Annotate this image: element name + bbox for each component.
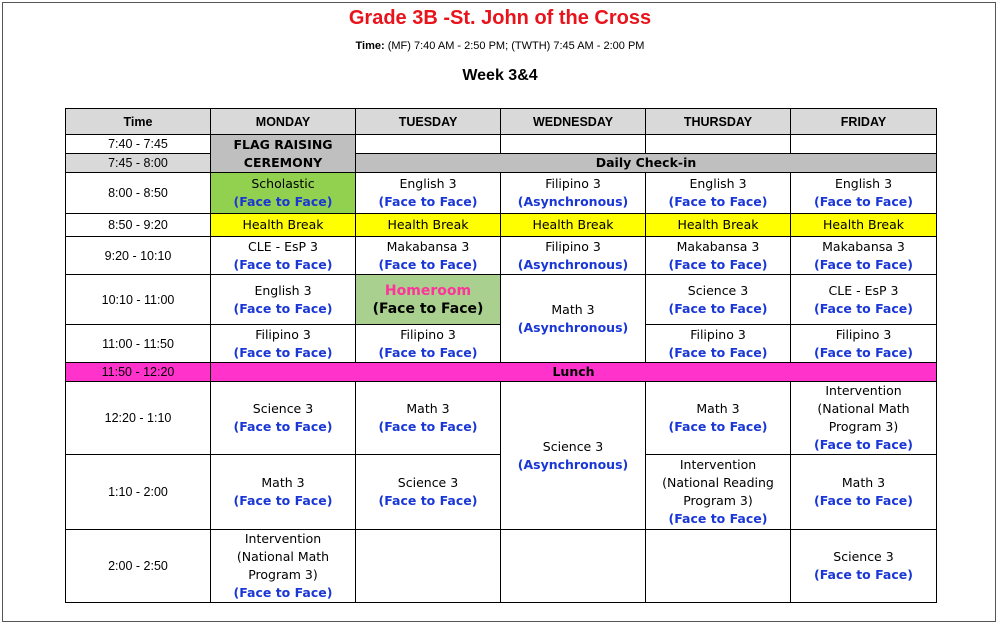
mode-label: (Face to Face) xyxy=(668,419,768,434)
mode-label: (Face to Face) xyxy=(814,437,913,452)
time-cell: 10:10 - 11:00 xyxy=(66,275,211,325)
subject-name: Filipino 3 xyxy=(400,326,456,342)
table-row xyxy=(66,382,937,455)
class-cell xyxy=(501,237,646,275)
mode-label: (Face to Face) xyxy=(668,194,768,209)
class-cell xyxy=(211,455,356,530)
mode-label: (Asynchronous) xyxy=(517,319,629,335)
subject-name: CLE - EsP 3 xyxy=(828,282,899,298)
subject-name: CLE - EsP 3 xyxy=(248,238,318,254)
col-header-thursday: THURSDAY xyxy=(646,109,791,135)
col-header-friday: FRIDAY xyxy=(791,109,937,135)
col-header-monday: MONDAY xyxy=(211,109,356,135)
subject-name: Science 3 xyxy=(397,475,459,490)
mode-label: (Face to Face) xyxy=(233,300,333,316)
table-row xyxy=(66,214,937,237)
class-cell xyxy=(791,455,937,530)
time-cell: 1:10 - 2:00 xyxy=(66,455,211,530)
subject-name: Math 3 xyxy=(406,401,450,416)
flag-raising-cell: FLAG RAISING CEREMONY xyxy=(211,135,356,173)
table-header-row xyxy=(66,109,937,135)
subject-name: Filipino 3 xyxy=(835,326,892,342)
class-cell xyxy=(646,382,791,455)
mode-label: (Face to Face) xyxy=(233,493,333,508)
subject-name: Makabansa 3 xyxy=(822,238,905,254)
time-cell: 2:00 - 2:50 xyxy=(66,530,211,603)
time-cell: 9:20 - 10:10 xyxy=(66,237,211,275)
empty-cell xyxy=(501,530,646,603)
class-cell xyxy=(646,275,791,325)
time-cell: 11:00 - 11:50 xyxy=(66,325,211,363)
subject-line: (National Reading xyxy=(662,475,774,490)
mode-label: (Face to Face) xyxy=(378,256,478,272)
health-break-cell: Health Break xyxy=(356,214,501,237)
subject-line: Intervention xyxy=(679,457,757,472)
subject-line: Program 3) xyxy=(683,493,753,508)
subject-name: Math 3 xyxy=(841,475,886,490)
empty-cell xyxy=(646,135,791,154)
subject-line: Intervention xyxy=(244,531,322,546)
class-cell xyxy=(501,382,646,530)
subject-name: Science 3 xyxy=(542,438,604,454)
class-cell xyxy=(211,237,356,275)
subject-name: Filipino 3 xyxy=(545,176,601,191)
table-row xyxy=(66,275,937,325)
schedule-time-info xyxy=(0,40,1000,52)
col-header-time: Time xyxy=(66,109,211,135)
health-break-cell: Health Break xyxy=(646,214,791,237)
class-cell xyxy=(646,173,791,214)
class-cell xyxy=(646,237,791,275)
class-cell xyxy=(211,382,356,455)
class-cell xyxy=(356,455,501,530)
mode-label: (Face to Face) xyxy=(668,344,768,360)
mode-label: (Face to Face) xyxy=(814,493,913,508)
mode-label: (Face to Face) xyxy=(233,194,333,209)
table-row xyxy=(66,173,937,214)
subject-name: English 3 xyxy=(399,176,457,191)
subject-name: Math 3 xyxy=(551,301,595,317)
class-cell xyxy=(791,325,937,363)
class-cell xyxy=(791,530,937,603)
mode-label: (Face to Face) xyxy=(814,256,913,272)
time-cell: 11:50 - 12:20 xyxy=(66,363,211,382)
class-cell xyxy=(791,237,937,275)
mode-label: (Face to Face) xyxy=(814,344,913,360)
subject-name: Scholastic xyxy=(251,176,315,191)
mode-label: (Asynchronous) xyxy=(517,194,629,209)
mode-label: (Face to Face) xyxy=(372,300,484,317)
class-cell xyxy=(791,173,937,214)
health-break-cell: Health Break xyxy=(211,214,356,237)
class-cell xyxy=(211,325,356,363)
time-cell: 7:40 - 7:45 xyxy=(66,135,211,154)
subject-name: Filipino 3 xyxy=(255,326,311,342)
class-cell xyxy=(646,325,791,363)
health-break-cell: Health Break xyxy=(791,214,937,237)
class-cell xyxy=(356,382,501,455)
subject-line: Program 3) xyxy=(828,419,899,434)
class-cell xyxy=(356,325,501,363)
subject-name: Science 3 xyxy=(687,282,749,298)
lunch-cell: Lunch xyxy=(211,363,937,382)
subject-line: (National Math xyxy=(236,549,330,564)
mode-label: (Face to Face) xyxy=(668,300,768,316)
daily-checkin-cell: Daily Check-in xyxy=(356,154,937,173)
class-cell xyxy=(501,173,646,214)
subject-name: English 3 xyxy=(834,176,893,191)
mode-label: (Face to Face) xyxy=(233,344,333,360)
empty-cell xyxy=(356,135,501,154)
table-row xyxy=(66,363,937,382)
class-cell xyxy=(356,173,501,214)
week-label: Week 3&4 xyxy=(462,67,538,84)
subject-name: Math 3 xyxy=(696,401,740,416)
subject-name: Homeroom xyxy=(384,282,472,299)
subject-line: Program 3) xyxy=(248,567,318,582)
class-cell xyxy=(356,237,501,275)
time-cell: 8:50 - 9:20 xyxy=(66,214,211,237)
mode-label: (Face to Face) xyxy=(378,344,478,360)
class-cell xyxy=(211,173,356,214)
mode-label: (Face to Face) xyxy=(814,194,913,209)
health-break-cell: Health Break xyxy=(501,214,646,237)
empty-cell xyxy=(356,530,501,603)
subject-line: Intervention xyxy=(825,383,902,398)
subject-name: English 3 xyxy=(689,176,747,191)
time-cell: 12:20 - 1:10 xyxy=(66,382,211,455)
class-cell xyxy=(211,530,356,603)
time-label: Time: xyxy=(355,40,385,52)
mode-label: (Face to Face) xyxy=(233,256,333,272)
col-header-tuesday: TUESDAY xyxy=(356,109,501,135)
mode-label: (Face to Face) xyxy=(814,567,913,582)
mode-label: (Asynchronous) xyxy=(517,256,629,272)
subject-name: Filipino 3 xyxy=(545,238,601,254)
mode-label: (Face to Face) xyxy=(233,585,333,600)
mode-label: (Asynchronous) xyxy=(517,456,629,472)
subject-name: Math 3 xyxy=(261,475,305,490)
mode-label: (Face to Face) xyxy=(814,300,913,316)
homeroom-cell xyxy=(356,275,501,325)
subject-name: English 3 xyxy=(254,282,312,298)
empty-cell xyxy=(646,530,791,603)
mode-label: (Face to Face) xyxy=(378,194,478,209)
mode-label: (Face to Face) xyxy=(233,419,333,434)
mode-label: (Face to Face) xyxy=(668,511,768,526)
time-cell: 8:00 - 8:50 xyxy=(66,173,211,214)
table-row xyxy=(66,154,937,173)
schedule-title: Grade 3B -St. John of the Cross xyxy=(348,7,652,29)
mode-label: (Face to Face) xyxy=(378,419,478,434)
class-cell xyxy=(791,275,937,325)
mode-label: (Face to Face) xyxy=(668,256,768,272)
class-cell xyxy=(501,275,646,363)
subject-name: Makabansa 3 xyxy=(386,238,470,254)
subject-name: Science 3 xyxy=(833,549,894,564)
subject-name: Science 3 xyxy=(252,401,314,416)
table-row xyxy=(66,530,937,603)
class-cell xyxy=(211,275,356,325)
subject-name: Filipino 3 xyxy=(690,326,746,342)
mode-label: (Face to Face) xyxy=(378,493,478,508)
empty-cell xyxy=(791,135,937,154)
time-cell: 7:45 - 8:00 xyxy=(66,154,211,173)
table-row xyxy=(66,135,937,154)
schedule-table xyxy=(65,108,937,603)
empty-cell xyxy=(501,135,646,154)
class-cell xyxy=(791,382,937,455)
subject-line: (National Math xyxy=(817,401,910,416)
time-value: (MF) 7:40 AM - 2:50 PM; (TWTH) 7:45 AM - 2:00 PM xyxy=(384,40,645,52)
subject-name: Makabansa 3 xyxy=(676,238,760,254)
col-header-wednesday: WEDNESDAY xyxy=(501,109,646,135)
class-cell xyxy=(646,455,791,530)
table-row xyxy=(66,237,937,275)
